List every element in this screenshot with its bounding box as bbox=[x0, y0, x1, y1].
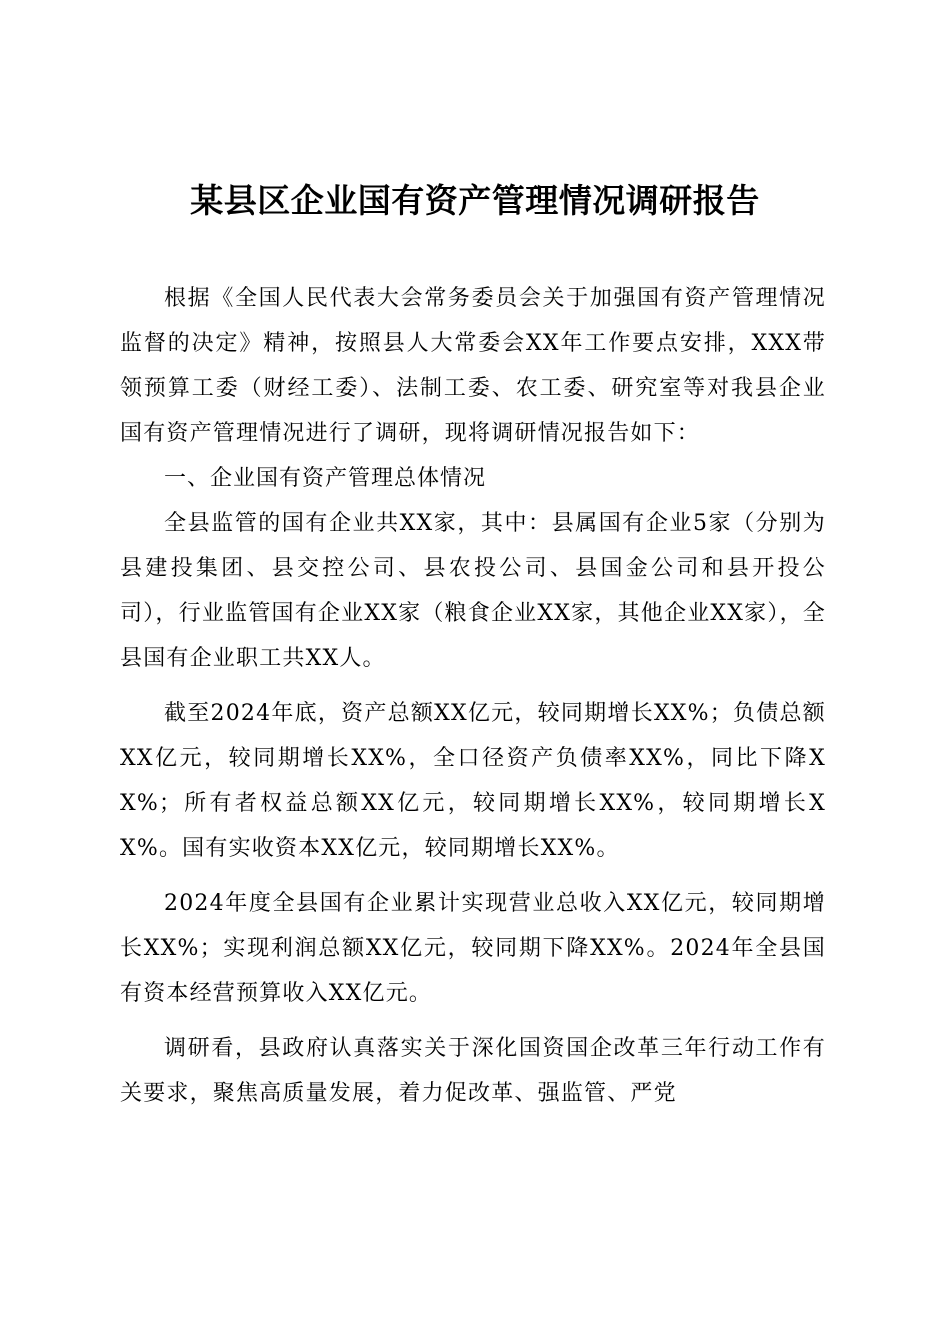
document-title: 某县区企业国有资产管理情况调研报告 bbox=[190, 181, 760, 220]
section-heading-1: 一、企业国有资产管理总体情况 bbox=[164, 466, 487, 491]
revenue-paragraph: 2024年度全县国有企业累计实现营业总收入XX亿元，较同期增长XX%；实现利润总额XX亿元，较同期下降XX%。2024年全县国有资本经营预算收入XX亿元。 bbox=[120, 891, 826, 1006]
assets-paragraph: 截至2024年底，资产总额XX亿元，较同期增长XX%；负债总额XX亿元，较同期增长XX%，全口径资产负债率XX%，同比下降XX%；所有者权益总额XX亿元，较同期增长XX%，较同期增长XX%。国有实收资本XX亿元，较同期增长XX%。 bbox=[120, 701, 826, 861]
document-body bbox=[120, 276, 826, 1126]
enterprise-count-paragraph: 全县监管的国有企业共XX家，其中：县属国有企业5家（分别为县建投集团、县交控公司、县农投公司、县国金公司和县开投公司），行业监管国有企业XX家（粮食企业XX家，其他企业XX家），全县国有企业职工共XX人。 bbox=[120, 511, 826, 671]
research-findings-paragraph: 调研看，县政府认真落实关于深化国资国企改革三年行动工作有关要求，聚焦高质量发展，着力促改革、强监管、严党 bbox=[120, 1036, 826, 1106]
intro-paragraph: 根据《全国人民代表大会常务委员会关于加强国有资产管理情况监督的决定》精神，按照县人大常委会XX年工作要点安排，XXX带领预算工委（财经工委）、法制工委、农工委、研究室等对我县企业国有资产管理情况进行了调研，现将调研情况报告如下： bbox=[120, 286, 826, 446]
